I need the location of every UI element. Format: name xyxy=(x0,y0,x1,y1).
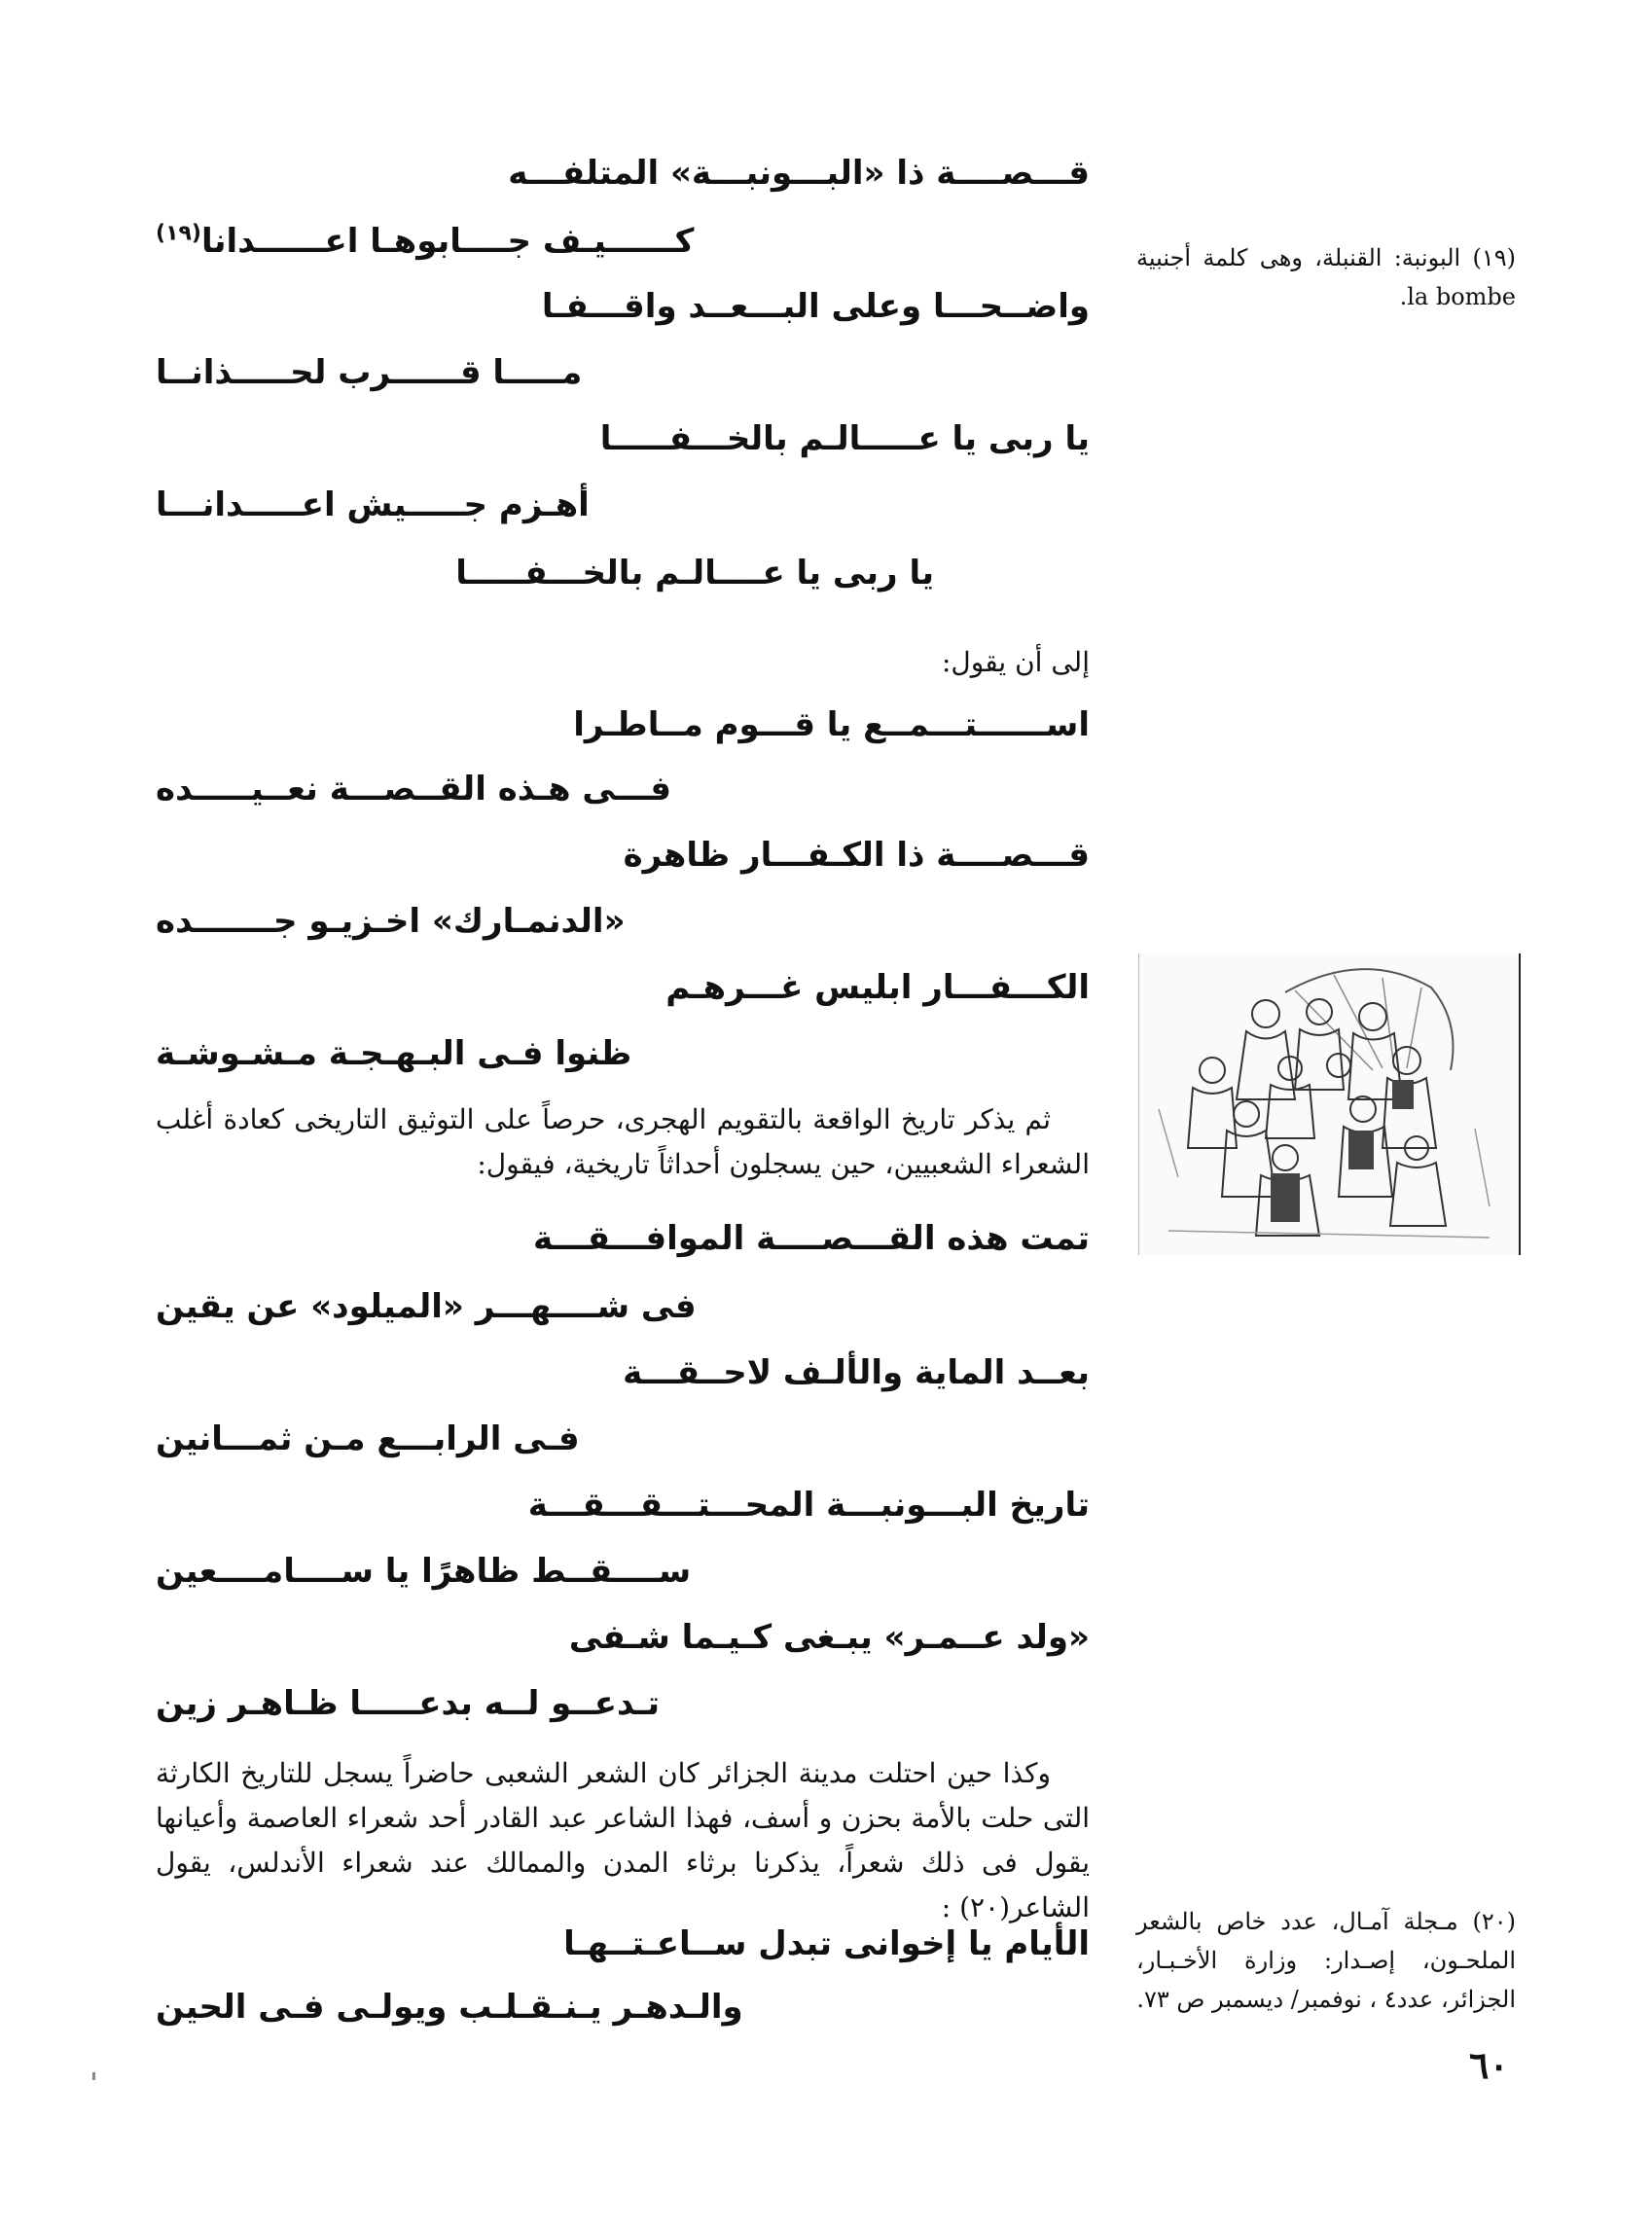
verse-line: يا ربى يا عـــــالـم بالخـــفـــــا xyxy=(599,419,1090,458)
page-number: ٦٠ xyxy=(1469,2043,1509,2087)
verse-line: والـدهـر يـنـقـلـب ويولـى فـى الحين xyxy=(156,1988,743,2027)
footnote-ref-20: (٢٠) : xyxy=(941,1891,1011,1923)
verse-line: واضــحـــا وعلى البـــعــد واقـــفـا xyxy=(541,287,1090,326)
footnote-ref-19: (١٩) xyxy=(156,221,201,246)
verse-line: بعــد الماية والألـف لاحــقـــة xyxy=(623,1353,1090,1392)
verse-line: ظنوا فـى البـهـجـة مـشـوشـة xyxy=(156,1034,632,1073)
verse-line: قـــصــــة ذا الكـفـــار ظاهرة xyxy=(623,836,1090,875)
verse-line: يا ربى يا عــــالـم بالخـــفـــــا xyxy=(455,554,934,593)
verse-line: فى شــــهـــر «الميلود» عن يقين xyxy=(156,1287,697,1326)
verse-line: تاريخ البـــونبـــة المحـــتـــقـــقـــة xyxy=(527,1486,1090,1525)
verse-line: اســــــتـــمــع يا قـــوم مــاطـرا xyxy=(573,705,1090,744)
verse-line: فـى الرابـــع مـن ثمـــانين xyxy=(156,1419,580,1458)
paragraph: ثم يذكر تاريخ الواقعة بالتقويم الهجرى، حرصاً على التوثيق التاريخى كعادة أغلب الشعراء الشعبيين، حين يسجلون أحداثاً تاريخية، فيقول: xyxy=(156,1103,1090,1180)
verse-line: الكـــفـــار ابليس غـــرهـم xyxy=(665,968,1090,1007)
transition-text: إلى أن يقول: xyxy=(942,646,1090,678)
verse-line: ســــقــط ظاهرًا يا ســــامــــعين xyxy=(156,1552,692,1591)
verse-line: أهـزم جـــــيش اعـــــدانـــا xyxy=(156,485,590,524)
family-sketch-drawing xyxy=(1139,953,1519,1255)
footnote-20: (٢٠) مـجلة آمـال، عدد خاص بالشعر الملحـون، إصـدار: وزارة الأخـبـار، الجزائر، عدد٤ ، نوفمبر/ ديسمبر ص ٧٣. xyxy=(1136,1908,1516,2013)
verse-title: قـــصــــة ذا «البـــونبـــة» المتلفـــه xyxy=(508,154,1090,193)
verse-line: تـدعــو لــه بدعـــــا ظـاهـر زين xyxy=(156,1684,660,1723)
footnote-19: (١٩) البونبة: القنبلة، وهى كلمة أجنبية la bombe. xyxy=(1136,244,1516,310)
verse-line: «ولد عــمـر» يبـغى كـيـما شـفى xyxy=(568,1618,1090,1657)
verse-line: فـــى هـذه القــصـــة نعــيـــــده xyxy=(156,770,671,808)
verse-line: الأيام يا إخوانى تبدل ســاعـتــهـا xyxy=(563,1924,1090,1963)
scan-mark xyxy=(92,2072,95,2080)
verse-line: تمت هذه القـــصــــة الموافـــقـــة xyxy=(533,1219,1090,1258)
verse-line: كــــــيـف جــــابوهـا اعــــــدانا$^{(١٩)}$ xyxy=(156,221,695,261)
verse-line: مـــــا قــــــرب لحـــــذانــا xyxy=(156,353,583,392)
main-column xyxy=(156,0,1090,2227)
family-sketch-image xyxy=(1138,953,1521,1255)
verse-line: «الدنمـارك» اخـزيـو جـــــــده xyxy=(156,902,626,941)
paragraph: وكذا حين احتلت مدينة الجزائر كان الشعر الشعبى حاضراً يسجل للتاريخ الكارثة التى حلت بالأمة بحزن و أسف، فهذا الشاعر عبد القادر أحد شعراء العاصمة وأعيانها يقول فى ذلك شعراً، يذكرنا برثاء المدن والممالك عند شعراء الأندلس، يقول الشاعر(٢٠) : xyxy=(156,1757,1090,1923)
